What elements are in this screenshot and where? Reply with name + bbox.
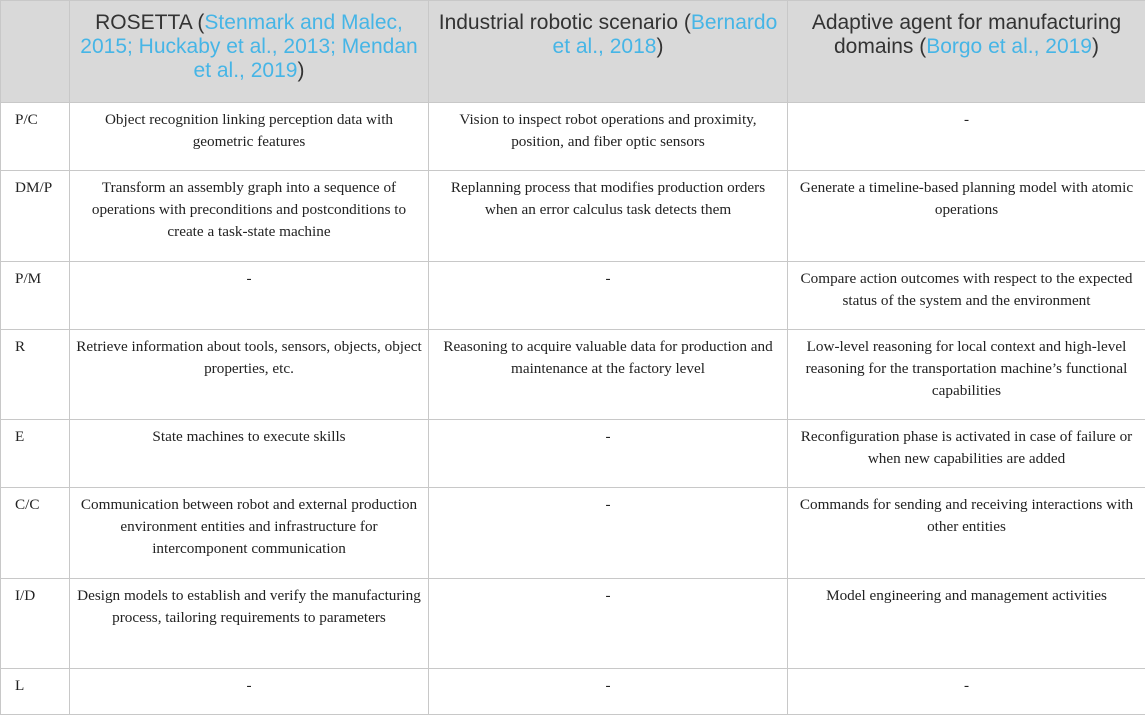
row-label: DM/P xyxy=(1,171,70,262)
header-adaptive-title: Adaptive agent for manufacturing domains ( xyxy=(812,11,1121,58)
cell-adaptive: Generate a timeline-based planning model with atomic operations xyxy=(788,171,1145,262)
table-row xyxy=(1,330,1145,420)
header-industrial-robotic xyxy=(429,1,788,103)
table-row xyxy=(1,171,1145,262)
cell-adaptive: Reconfiguration phase is activated in case of failure or when new capabilities are added xyxy=(788,420,1145,488)
citation-link-industrial[interactable]: Bernardo et al., 2018 xyxy=(553,11,778,58)
row-label: E xyxy=(1,420,70,488)
row-label: P/C xyxy=(1,103,70,171)
cell-rosetta: Object recognition linking perception data with geometric features xyxy=(70,103,429,171)
cell-rosetta: Communication between robot and external production environment entities and infrastructure for intercomponent communication xyxy=(70,488,429,579)
cell-adaptive: Commands for sending and receiving interactions with other entities xyxy=(788,488,1145,579)
cell-industrial: - xyxy=(429,262,788,330)
header-industrial-title: Industrial robotic scenario ( xyxy=(439,11,691,34)
header-rosetta xyxy=(70,1,429,103)
header-adaptive-close: ) xyxy=(1092,35,1099,58)
cell-industrial: - xyxy=(429,488,788,579)
header-row xyxy=(1,1,1145,103)
cell-industrial: Vision to inspect robot operations and proximity, position, and fiber optic sensors xyxy=(429,103,788,171)
cell-industrial: - xyxy=(429,579,788,669)
row-label: I/D xyxy=(1,579,70,669)
cell-adaptive: Compare action outcomes with respect to the expected status of the system and the environment xyxy=(788,262,1145,330)
row-label: C/C xyxy=(1,488,70,579)
table-row xyxy=(1,488,1145,579)
cell-rosetta: Retrieve information about tools, sensors, objects, object properties, etc. xyxy=(70,330,429,420)
cell-industrial: Replanning process that modifies production orders when an error calculus task detects them xyxy=(429,171,788,262)
row-label: P/M xyxy=(1,262,70,330)
table-row xyxy=(1,420,1145,488)
citation-link-adaptive[interactable]: Borgo et al., 2019 xyxy=(926,35,1092,58)
citation-link-rosetta[interactable]: Stenmark and Malec, 2015; Huckaby et al., 2013; Mendan et al., 2019 xyxy=(80,11,417,82)
header-industrial-close: ) xyxy=(656,35,663,58)
header-adaptive-agent xyxy=(788,1,1145,103)
cell-rosetta: Transform an assembly graph into a sequence of operations with preconditions and postconditions to create a task-state machine xyxy=(70,171,429,262)
cell-rosetta: - xyxy=(70,262,429,330)
header-rosetta-close: ) xyxy=(297,59,304,82)
cell-adaptive: Model engineering and management activities xyxy=(788,579,1145,669)
cell-adaptive: - xyxy=(788,669,1145,715)
cell-industrial: Reasoning to acquire valuable data for production and maintenance at the factory level xyxy=(429,330,788,420)
cell-adaptive: - xyxy=(788,103,1145,171)
cell-industrial: - xyxy=(429,669,788,715)
cell-industrial: - xyxy=(429,420,788,488)
table-row xyxy=(1,103,1145,171)
table-row xyxy=(1,262,1145,330)
row-label: L xyxy=(1,669,70,715)
cell-rosetta: State machines to execute skills xyxy=(70,420,429,488)
header-corner-cell xyxy=(1,1,70,103)
cell-rosetta: - xyxy=(70,669,429,715)
row-label: R xyxy=(1,330,70,420)
cell-adaptive: Low-level reasoning for local context and high-level reasoning for the transportation machine’s functional capabilities xyxy=(788,330,1145,420)
header-rosetta-title: ROSETTA ( xyxy=(95,11,204,34)
table-row xyxy=(1,579,1145,669)
cell-rosetta: Design models to establish and verify the manufacturing process, tailoring requirements to parameters xyxy=(70,579,429,669)
table-row xyxy=(1,669,1145,715)
